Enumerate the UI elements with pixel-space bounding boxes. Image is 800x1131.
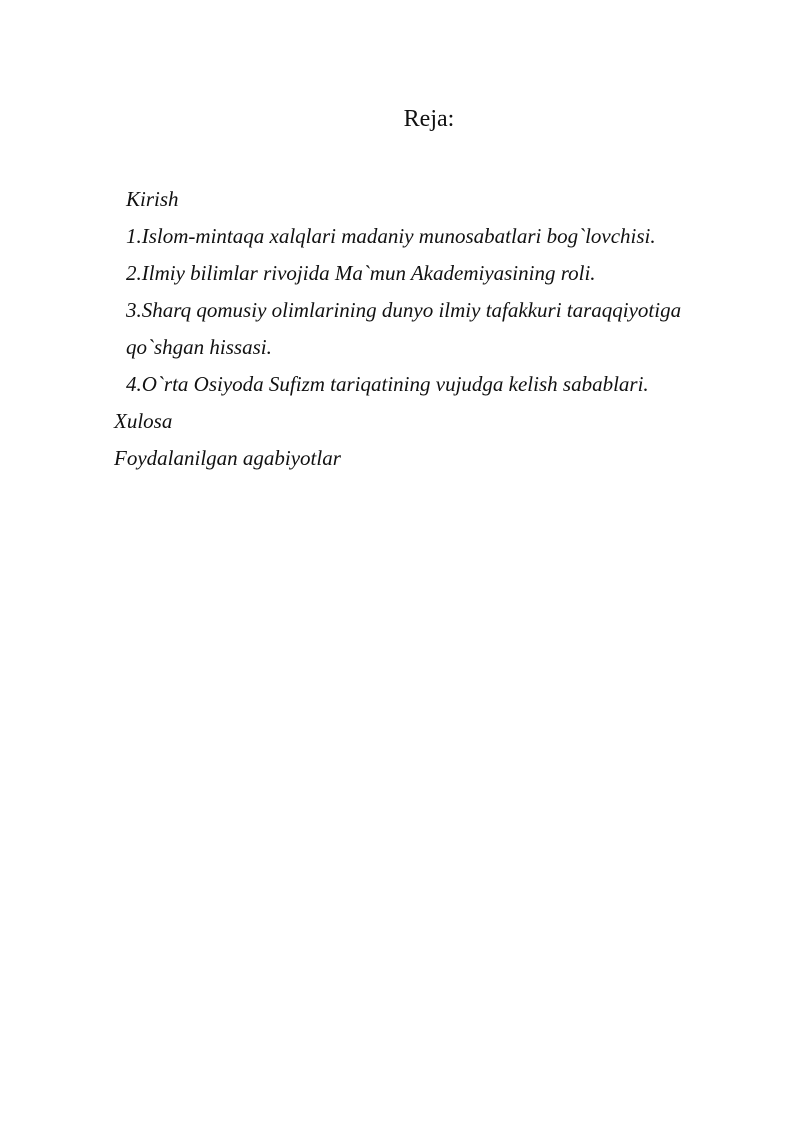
plan-item-intro: Kirish <box>126 187 179 211</box>
plan-item-1: 1.Islom-mintaqa xalqlari madaniy munosabatlari bog`lovchisi. <box>126 224 656 248</box>
plan-item-3-line-1: 3.Sharq qomusiy olimlarining dunyo ilmiy tafakkuri taraqqiyotiga <box>126 298 682 322</box>
plan-item-2: 2.Ilmiy bilimlar rivojida Ma`mun Akademiyasining roli. <box>126 261 596 285</box>
plan-item-references: Foydalanilgan agabiyotlar <box>114 446 341 470</box>
page-title: Reja: <box>403 106 455 132</box>
plan-item-3-line-2: qo`shgan hissasi. <box>126 335 272 359</box>
plan-item-4: 4.O`rta Osiyoda Sufizm tariqatining vujudga kelish sabablari. <box>126 372 649 396</box>
plan-item-conclusion: Xulosa <box>114 409 173 433</box>
